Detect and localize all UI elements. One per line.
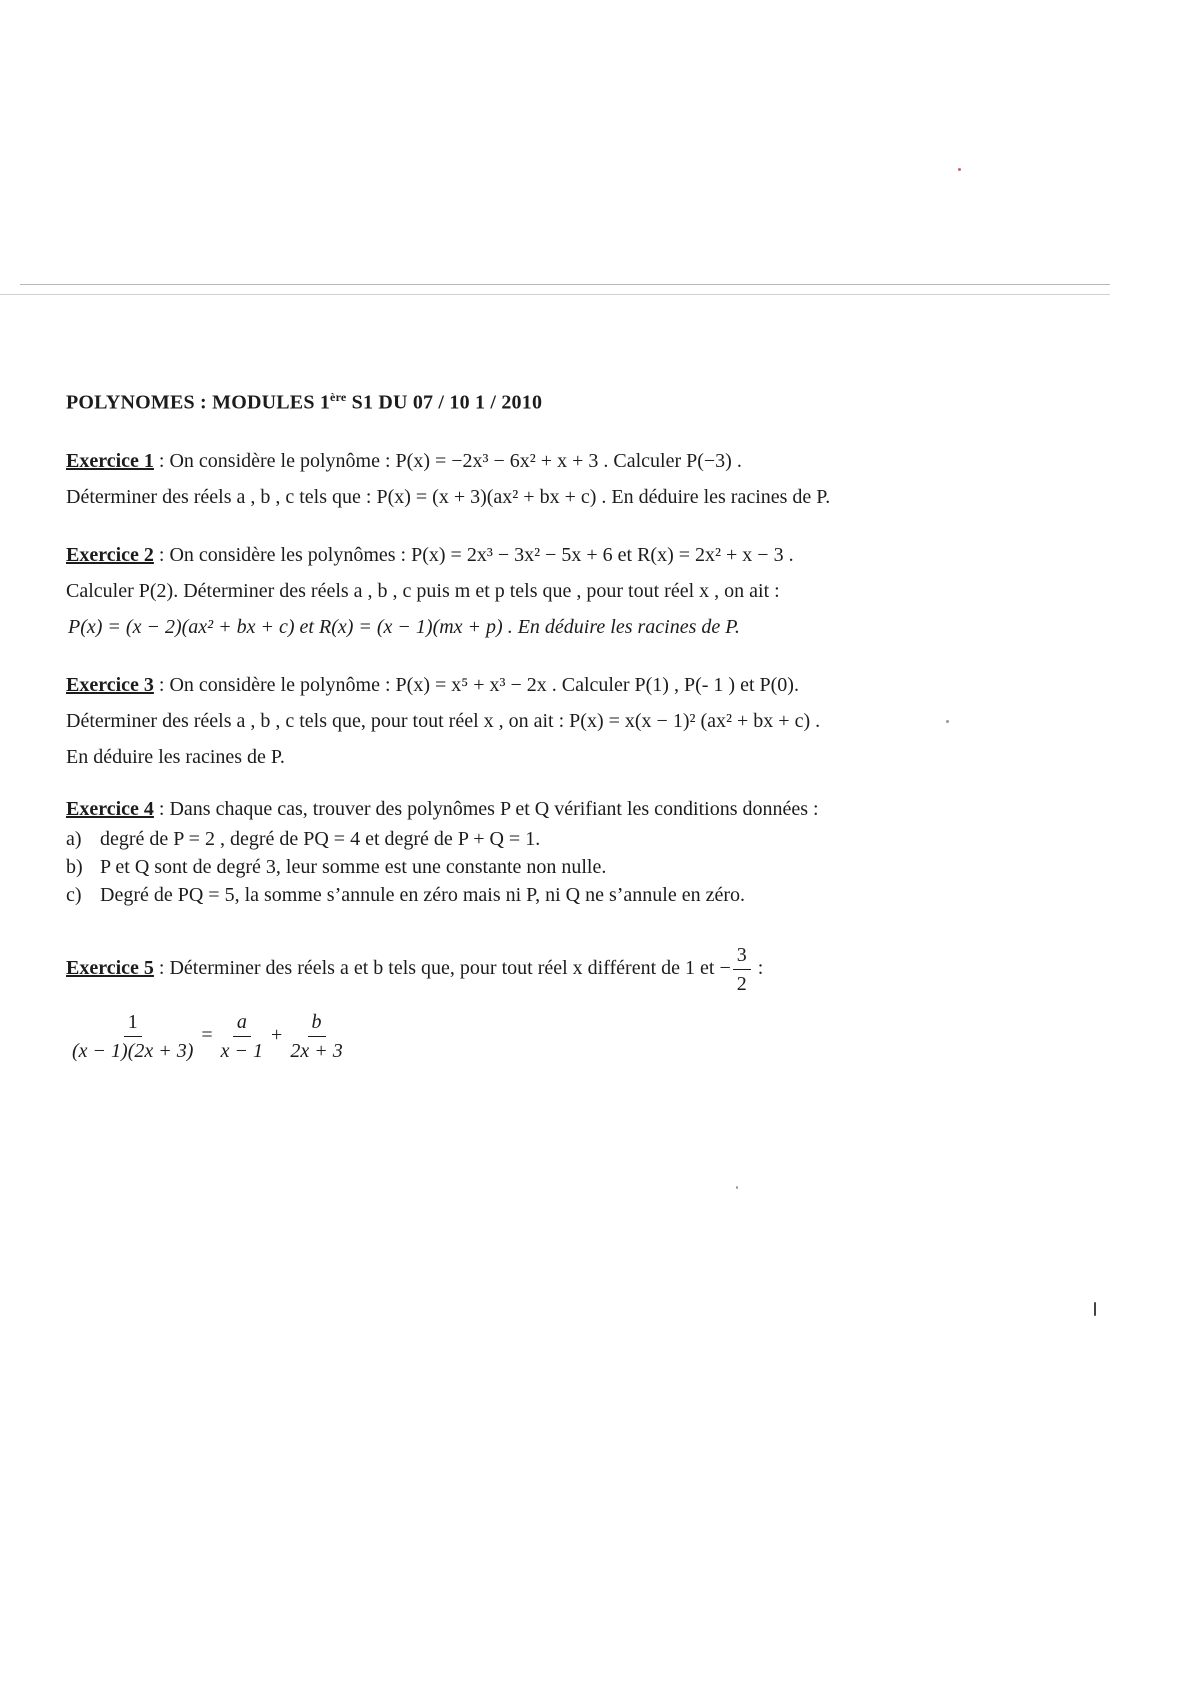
- exercise-4-cases: [66, 827, 1006, 907]
- exercise-5-label: Exercice 5: [66, 956, 154, 979]
- exercise-3-text-1: : On considère le polynôme : P(x) = x⁵ + x³ − 2x . Calculer P(1) , P(- 1 ) et P(0).: [153, 673, 799, 696]
- fraction-a-denominator: x − 1: [220, 1039, 264, 1062]
- fold-line: [20, 284, 1110, 285]
- fraction-a: [217, 1010, 267, 1063]
- exercise-5-text-1: : Déterminer des réels a et b tels que, pour tout réel x différent de 1 et −: [153, 956, 731, 979]
- title-text: POLYNOMES : MODULES 1: [66, 391, 331, 414]
- fraction-three-halves: [733, 943, 751, 996]
- title-superscript: ère: [330, 390, 347, 404]
- case-tag: b): [66, 855, 83, 878]
- fraction-b-denominator: 2x + 3: [290, 1039, 343, 1062]
- scan-speck: [958, 168, 961, 171]
- list-item: [66, 827, 1006, 851]
- exercise-5-equation: [66, 1010, 1006, 1063]
- exercise-3-line-2: Déterminer des réels a , b , c tels que, pour tout réel x , on ait : P(x) = x(x − 1)² (ax² + bx + c) .: [66, 709, 821, 732]
- exercise-5-line-1: [66, 943, 1006, 996]
- title-date: S1 DU 07 / 10 1 / 2010: [346, 391, 543, 414]
- exercise-3: [66, 673, 1006, 769]
- fraction-b-numerator: b: [308, 1010, 326, 1037]
- exercise-1-line-2: Déterminer des réels a , b , c tels que : P(x) = (x + 3)(ax² + bx + c) . En déduire les racines de P.: [66, 485, 831, 508]
- exercise-2-text-1: : On considère les polynômes : P(x) = 2x³ − 3x² − 5x + 6 et R(x) = 2x² + x − 3 .: [153, 543, 794, 566]
- page-title: [66, 390, 1006, 415]
- fraction-numerator: 3: [733, 943, 751, 970]
- exercise-2-label: Exercice 2: [66, 543, 154, 566]
- fraction-b: [286, 1010, 346, 1063]
- lhs-fraction: [68, 1010, 197, 1063]
- fraction-denominator: 2: [736, 972, 747, 995]
- lhs-numerator: 1: [124, 1010, 142, 1037]
- exercise-4-label: Exercice 4: [66, 797, 154, 820]
- lhs-denominator: (x − 1)(2x + 3): [72, 1039, 194, 1062]
- list-item: [66, 883, 1006, 907]
- case-tag: a): [66, 827, 82, 850]
- exercise-1-label: Exercice 1: [66, 449, 154, 472]
- list-item: [66, 855, 1006, 879]
- exercise-1-line-1: [66, 449, 1006, 473]
- exercise-3-line-3: En déduire les racines de P.: [66, 745, 285, 768]
- scan-speck: [736, 1186, 738, 1189]
- case-text: degré de P = 2 , degré de PQ = 4 et degré de P + Q = 1.: [100, 827, 541, 850]
- exercise-1-text-1: : On considère le polynôme : P(x) = −2x³ − 6x² + x + 3 . Calculer P(−3) .: [153, 449, 742, 472]
- exercise-5: [66, 943, 1006, 1063]
- exercise-3-line-1: [66, 673, 1006, 697]
- worksheet: [66, 390, 1006, 1089]
- equals-sign: =: [201, 1023, 213, 1046]
- case-tag: c): [66, 883, 82, 906]
- exercise-2-line-2: Calculer P(2). Déterminer des réels a , b , c puis m et p tels que , pour tout réel x , on ait :: [66, 579, 780, 602]
- fold-line-shadow: [0, 294, 1110, 295]
- exercise-2-line-3: P(x) = (x − 2)(ax² + bx + c) et R(x) = (x − 1)(mx + p) . En déduire les racines de P.: [68, 615, 740, 638]
- exercise-4: [66, 797, 1006, 907]
- case-text: P et Q sont de degré 3, leur somme est une constante non nulle.: [100, 855, 607, 878]
- exercise-2-line-1: [66, 543, 1006, 567]
- exercise-4-line-1: [66, 797, 1006, 821]
- case-text: Degré de PQ = 5, la somme s’annule en zéro mais ni P, ni Q ne s’annule en zéro.: [100, 883, 745, 906]
- fraction-a-numerator: a: [233, 1010, 251, 1037]
- plus-sign: +: [271, 1023, 283, 1046]
- exercise-2: [66, 543, 1006, 639]
- exercise-3-label: Exercice 3: [66, 673, 154, 696]
- exercise-5-colon: :: [752, 956, 764, 979]
- exercise-1: [66, 449, 1006, 509]
- scan-speck: [1094, 1302, 1096, 1316]
- exercise-4-text-1: : Dans chaque cas, trouver des polynômes P et Q vérifiant les conditions données :: [153, 797, 819, 820]
